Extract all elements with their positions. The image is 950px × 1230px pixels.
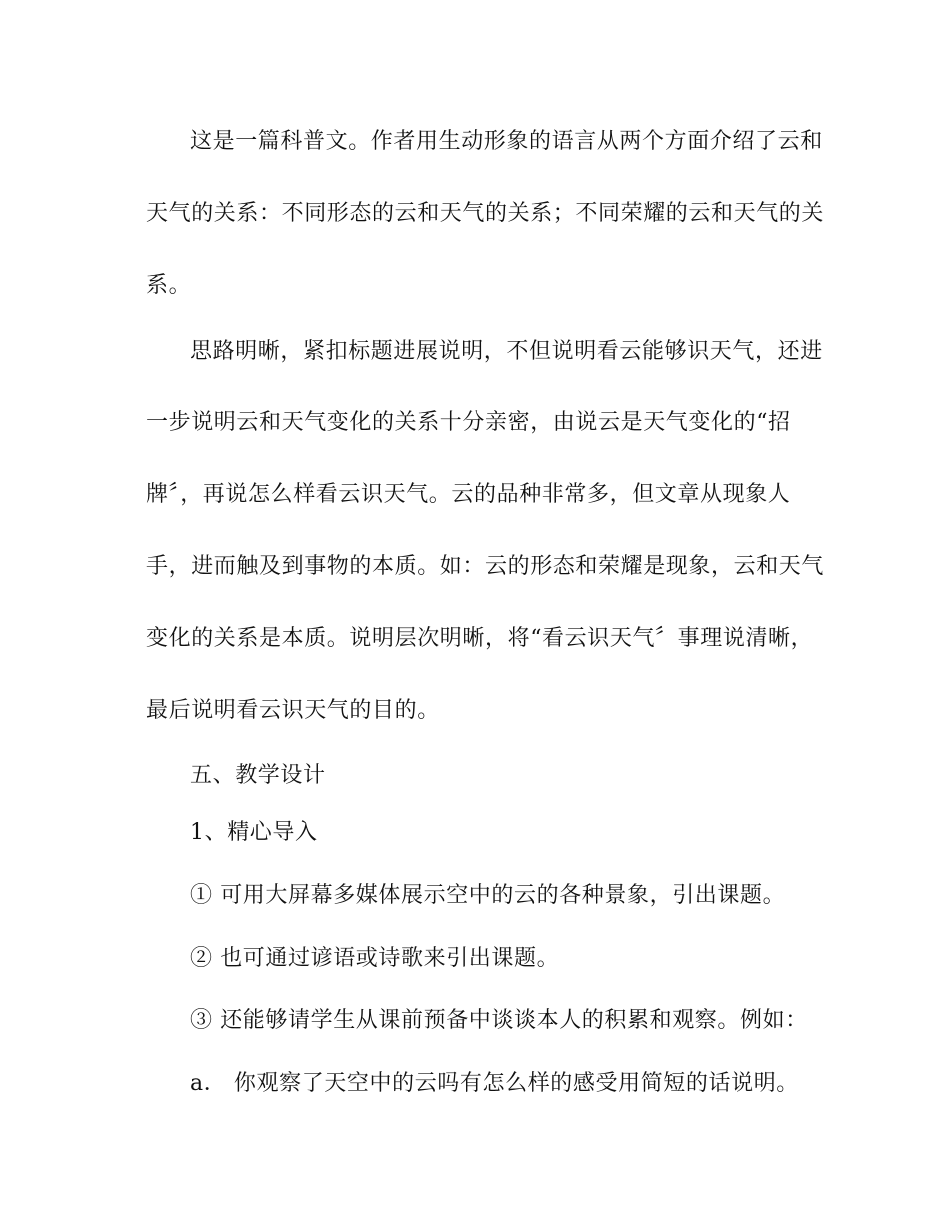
paragraph-2-line-6: 最后说明看云识天气的目的。 [146, 698, 440, 723]
section-heading: 五、教学设计 [190, 763, 326, 788]
paragraph-1-line-3: 系。 [146, 273, 192, 298]
paragraph-1-line-2: 天气的关系：不同形态的云和天气的关系；不同荣耀的云和天气的关 [146, 201, 825, 226]
paragraph-1-line-1: 这是一篇科普文。作者用生动形象的语言从两个方面介绍了云和 [190, 129, 823, 154]
sub-item-a: a． 你观察了天空中的云吗有怎么样的感受用简短的话说明。 [190, 1071, 799, 1096]
list-item-1: ① 可用大屏幕多媒体展示空中的云的各种景象，引出课题。 [190, 883, 786, 908]
paragraph-2-line-4: 手，进而触及到事物的本质。如：云的形态和荣耀是现象，云和天气 [146, 554, 825, 579]
paragraph-2-line-5: 变化的关系是本质。说明层次明晰，将“看云识天气〞事理说清晰， [146, 626, 814, 651]
paragraph-2-line-3: 牌〞，再说怎么样看云识天气。云的品种非常多，但文章从现象人 [146, 482, 791, 507]
paragraph-2-line-2: 一步说明云和天气变化的关系十分亲密，由说云是天气变化的“招 [146, 410, 791, 435]
list-item-2: ② 也可通过谚语或诗歌来引出课题。 [190, 946, 560, 971]
list-item-3: ③ 还能够请学生从课前预备中谈谈本人的积累和观察。例如： [190, 1008, 808, 1033]
paragraph-2-line-1: 思路明晰，紧扣标题进展说明，不但说明看云能够识天气，还进 [190, 339, 823, 364]
subsection-heading: 1、精心导入 [190, 820, 318, 845]
